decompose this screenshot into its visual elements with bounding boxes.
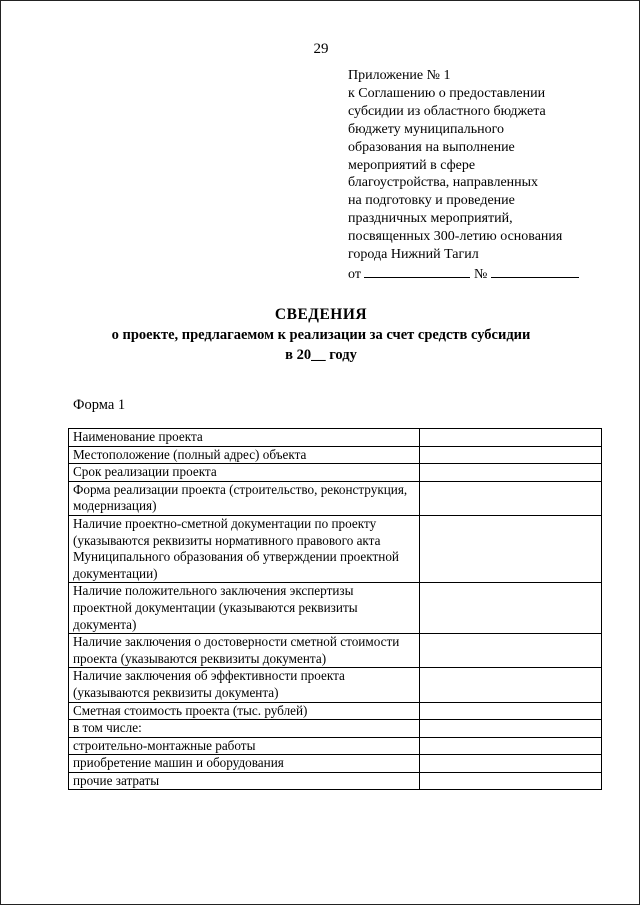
appendix-line: мероприятий в сфере <box>348 157 476 173</box>
page-number: 29 <box>313 41 329 57</box>
row-label: приобретение машин и оборудования <box>69 755 420 773</box>
table-row <box>69 668 602 702</box>
document-year: в 20__ году <box>285 347 357 363</box>
row-label: Срок реализации проекта <box>69 464 420 482</box>
table-row <box>69 755 602 773</box>
row-value <box>419 720 601 738</box>
number-blank-field <box>491 264 579 278</box>
appendix-line: праздничных мероприятий, <box>348 211 513 227</box>
row-value <box>419 464 601 482</box>
table-row <box>69 634 602 668</box>
appendix-line: бюджету муниципального <box>348 121 505 137</box>
project-info-table <box>68 428 602 790</box>
appendix-line: Приложение № 1 <box>348 68 451 83</box>
date-number-line <box>348 264 628 284</box>
row-value <box>419 634 601 668</box>
row-label: Форма реализации проекта (строительство, реконструкция, модернизация) <box>69 481 420 515</box>
form-label: Форма 1 <box>73 397 126 413</box>
appendix-block <box>348 67 628 284</box>
row-label: Сметная стоимость проекта (тыс. рублей) <box>69 702 420 720</box>
row-value <box>419 481 601 515</box>
appendix-line: к Соглашению о предоставлении <box>348 85 546 101</box>
row-value <box>419 515 601 582</box>
title-block <box>1 305 640 365</box>
table-row <box>69 481 602 515</box>
appendix-line: субсидии из областного бюджета <box>348 103 546 119</box>
row-label: Наименование проекта <box>69 429 420 447</box>
row-value <box>419 668 601 702</box>
row-label: Местоположение (полный адрес) объекта <box>69 446 420 464</box>
date-blank-field <box>364 264 470 278</box>
table-row <box>69 737 602 755</box>
table-row <box>69 720 602 738</box>
row-label: Наличие заключения об эффективности проекта (указываются реквизиты документа) <box>69 668 420 702</box>
row-label: Наличие положительного заключения экспертизы проектной документации (указываются реквизиты документа) <box>69 583 420 634</box>
table-row <box>69 702 602 720</box>
row-label: строительно-монтажные работы <box>69 737 420 755</box>
table-row <box>69 515 602 582</box>
number-label: № <box>473 266 488 282</box>
table-row <box>69 583 602 634</box>
row-value <box>419 429 601 447</box>
row-label: прочие затраты <box>69 772 420 790</box>
appendix-line: города Нижний Тагил <box>348 247 479 263</box>
table-row <box>69 429 602 447</box>
from-label: от <box>348 266 361 282</box>
document-title: СВЕДЕНИЯ <box>274 306 368 323</box>
appendix-line: образования на выполнение <box>348 139 515 155</box>
row-value <box>419 737 601 755</box>
row-value <box>419 446 601 464</box>
appendix-line: посвященных 300-летию основания <box>348 229 563 245</box>
row-label: Наличие заключения о достоверности сметной стоимости проекта (указываются реквизиты документа) <box>69 634 420 668</box>
table-row <box>69 464 602 482</box>
appendix-line: на подготовку и проведение <box>348 193 515 209</box>
table-row <box>69 446 602 464</box>
row-value <box>419 702 601 720</box>
row-value <box>419 755 601 773</box>
table-row <box>69 772 602 790</box>
row-value <box>419 772 601 790</box>
document-subtitle: о проекте, предлагаемом к реализации за счет средств субсидии <box>111 327 531 343</box>
row-label: в том числе: <box>69 720 420 738</box>
row-value <box>419 583 601 634</box>
appendix-line: благоустройства, направленных <box>348 175 539 191</box>
row-label: Наличие проектно-сметной документации по проекту (указываются реквизиты нормативного правового акта Муниципального образования об утверждении проектной документации) <box>69 515 420 582</box>
